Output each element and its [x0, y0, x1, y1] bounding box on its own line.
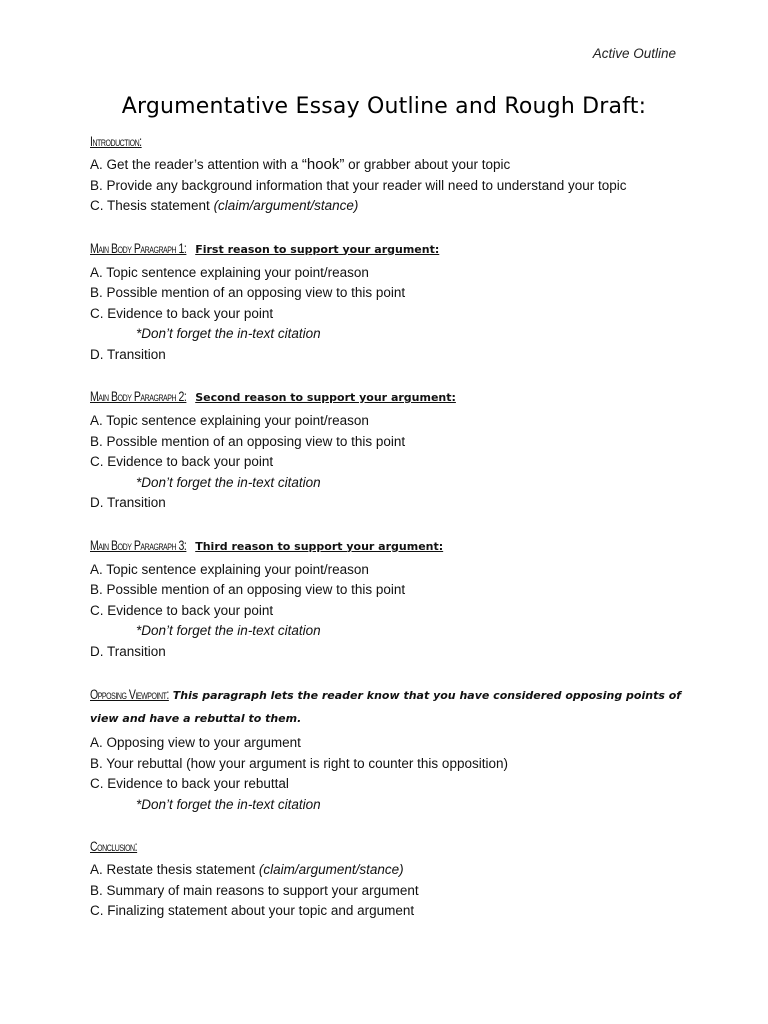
section-label: Opposing Viewpoint: [90, 687, 169, 702]
list-item: A. Topic sentence explaining your point/reason [90, 264, 369, 280]
list-item: C. Evidence to back your point [90, 305, 274, 321]
citation-note: *Don’t forget the in-text citation [136, 326, 321, 341]
list-item: A. Opposing view to your argument [90, 735, 301, 750]
list-item: D. Transition [90, 346, 166, 362]
section-description: Second reason to support your argument: [195, 391, 456, 404]
section-label: Introduction: [90, 134, 142, 149]
list-item: C. Evidence to back your rebuttal [90, 776, 289, 791]
list-item: C. Evidence to back your point [90, 454, 274, 469]
section-body-2 [90, 387, 690, 514]
list-item: D. Transition [90, 643, 166, 659]
section-heading [90, 239, 690, 260]
list-item [90, 155, 690, 176]
list-item: B. Provide any background information that your reader will need to understand your topic [90, 177, 627, 193]
outline-body [90, 132, 690, 922]
list-item: A. Topic sentence explaining your point/reason [90, 413, 369, 428]
list-item: B. Summary of main reasons to support your argument [90, 882, 419, 898]
section-heading [90, 684, 690, 730]
section-heading [90, 536, 690, 557]
section-description: This paragraph lets the reader know that you have considered opposing points of view and have a rebuttal to them. [90, 689, 682, 725]
section-label: Main Body Paragraph 3: [90, 537, 187, 553]
list-item: C. Evidence to back your point [90, 602, 274, 618]
list-item [90, 196, 690, 217]
list-item: B. Possible mention of an opposing view to this point [90, 285, 406, 300]
page-title: Argumentative Essay Outline and Rough Draft: [121, 94, 647, 119]
list-item: D. Transition [90, 495, 166, 510]
item-text: C. Thesis statement [90, 198, 214, 213]
citation-note: *Don’t forget the in-text citation [136, 623, 321, 638]
item-italic: (claim/argument/stance) [213, 198, 359, 213]
section-label: Main Body Paragraph 1: [90, 240, 187, 256]
section-description: First reason to support your argument: [195, 242, 440, 256]
section-description: Third reason to support your argument: [195, 539, 444, 553]
section-body-3 [90, 536, 690, 663]
section-opposing-viewpoint [90, 684, 690, 815]
header-label: Active Outline [592, 46, 676, 61]
section-conclusion [90, 837, 690, 922]
list-item: A. Topic sentence explaining your point/reason [90, 561, 369, 577]
list-item: B. Possible mention of an opposing view to this point [90, 433, 406, 449]
list-item: C. Finalizing statement about your topic and argument [90, 903, 415, 918]
section-heading [90, 132, 690, 152]
list-item: B. Your rebuttal (how your argument is right to counter this opposition) [90, 755, 508, 771]
section-introduction [90, 132, 690, 217]
section-label: Main Body Paragraph 2: [90, 389, 187, 404]
section-heading [90, 387, 690, 408]
item-text: or grabber about your topic [344, 157, 511, 172]
citation-note: *Don’t forget the in-text citation [136, 474, 321, 490]
list-item: B. Possible mention of an opposing view to this point [90, 582, 406, 597]
citation-note: *Don’t forget the in-text citation [136, 796, 321, 812]
item-hook: “hook” [301, 156, 345, 173]
item-text: A. Restate thesis statement [90, 862, 259, 877]
section-label: Conclusion: [90, 839, 138, 854]
section-body-1 [90, 239, 690, 366]
list-item [90, 860, 690, 881]
item-text: A. Get the reader’s attention with a [90, 157, 302, 172]
item-italic: (claim/argument/stance) [258, 862, 404, 877]
section-heading [90, 837, 690, 857]
